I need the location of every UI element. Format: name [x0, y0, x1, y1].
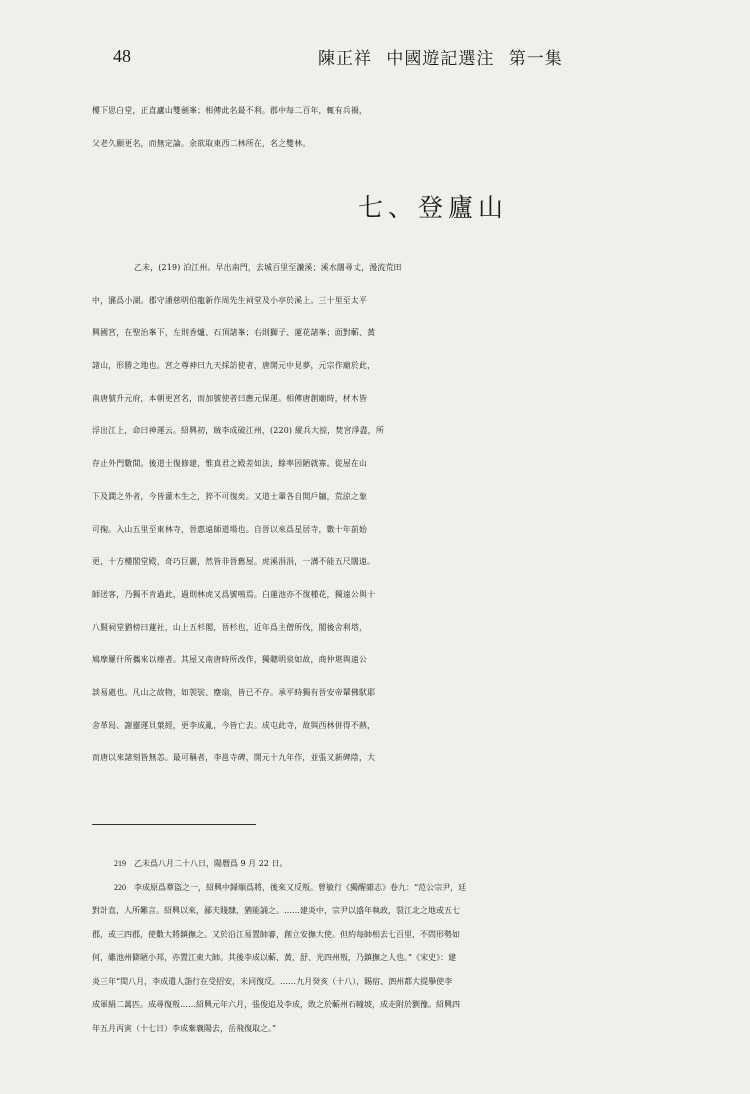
text-line: 樓下思白堂，正直廬山雙劍峯；相傳此名最不利。郡中每二百年，輒有兵禍， — [92, 106, 368, 115]
page-number: 48 — [113, 46, 131, 66]
footnote-line — [92, 876, 750, 900]
footnote-line: 何，雖池州僻陋小邦，亦置江東大帥。其後李成以蘄、黃、舒、光四州叛，乃鎮撫之人也。”《宋史》：建 — [92, 953, 457, 962]
text-line: 父老久願更名，而無定論。余欲取東西二林所在，名之雙林。 — [92, 138, 311, 148]
intro-paragraph — [92, 95, 750, 160]
footnote-separator — [92, 824, 256, 825]
text-line: 乙未，(219) 泊江州。早出南門，去城百里至濂溪；溪水闊尋丈，漫流荒田 — [134, 263, 402, 272]
page-header — [0, 44, 750, 68]
section-title: 七、登廬山 — [358, 193, 509, 222]
main-paragraph — [92, 252, 750, 775]
footnotes — [92, 852, 750, 1040]
footnote-number: 220 — [114, 882, 126, 892]
text-line: 師送客，乃獨不肯過此，過則林虎又爲號鳴焉。白蓮池亦不復種花，獨遠公與十 — [92, 589, 376, 599]
footnote-line: 對計直，人所難言。紹興以來，鄙夫賤隸，猶能誦之。……建炎中，宗尹以盛年執政，裂江北之地或五七 — [92, 906, 460, 915]
text-line: 諸山，形勝之地也。宮之尊神曰九天採訪使者，唐開元中見夢，元宗作廟於此， — [92, 361, 376, 371]
footnote-text: 乙未爲八月二十八日，陽曆爲 9 月 22 日。 — [134, 859, 288, 868]
text-line: 舍革舄、謝靈運貝葉經，更李成亂，今皆亡去。成屯此寺，故與西林併得不爇， — [92, 720, 376, 730]
text-line: 浮出江上，命曰神運云。紹興初，賊李成破江州，(220) 縱兵大掠，焚宮淨盡，所 — [92, 426, 384, 436]
running-head: 陳正祥 中國遊記選注 第一集 — [318, 49, 563, 69]
footnote-number: 219 — [114, 859, 126, 868]
text-line: 談易處也。凡山之故物，如袈裟、麈扇，皆已不存。承平時獨有晉安帝輦佛䭾耶 — [92, 687, 376, 697]
text-line: 鳩摩羅什所攜來以瘞者。其屋又南唐時所改作，獨聰明泉如故，商仲堪與遠公 — [92, 655, 368, 665]
text-line: 下及澗之外者，今皆灌木生之，猝不可復矣。又道士輩各自開戶牖，荒涼之象 — [92, 491, 368, 501]
text-line: 八賢祠堂猶榜曰蓮社，山上五杉閣，晉杉也，近年爲主僧所伐，閣後舍利塔， — [92, 622, 368, 632]
footnote — [92, 876, 750, 1041]
text-line: 興國宮，在聖治峯下，左則香爐、石頂諸峯；右則獅子、蓮花諸峯；面對蘄、黃 — [92, 328, 376, 338]
text-line: 更，十方樓閣堂殿，奇巧巨麗，然皆非晉舊屋。虎溪涓涓，一溝不能五尺闊遠。 — [92, 557, 376, 567]
footnote — [92, 852, 750, 876]
footnote-line: 郡，或三四郡，使數大將鎮撫之。又於沿江易置帥審，創立安撫大使。但約每帥相去七百里，不問形勢如 — [92, 929, 460, 939]
text-line: 可掬。入山五里至東林寺，晉惠遠師道場也。自晉以來爲星居寺，數十年前始 — [92, 524, 368, 534]
text-line: 中，瀦爲小湖。郡守潘慈明伯龍新作周先生祠堂及小亭於溪上。三十里至太平 — [92, 295, 368, 305]
footnote-line — [92, 852, 750, 876]
text-line: 存止外門數間。後道士復修建，惟真君之殿差如法，餘率因陋就寡。從屋在山 — [92, 459, 368, 469]
footnote-text: 李成原爲羣盜之一，紹興中歸順爲將，後來又反叛。曾敏行《獨醒雜志》卷九：“范公宗尹，廷 — [134, 882, 467, 892]
footnote-line: 年五月丙寅（十七日）李成棄襄陽去，岳飛復取之。” — [92, 1023, 277, 1033]
footnote-line: 成軍絹二萬匹。成尋復叛……紹興元年六月，張俊追及李成，敗之於蘄州石幢坡，成走附於劉豫。紹興四 — [92, 1000, 460, 1009]
text-line: 而唐以來諸刻皆無恙。最可稱者，李邕寺碑，開元十九年作，並張又新碑陰，大 — [92, 753, 376, 763]
footnote-line: 炎三年“閏八月，李成遣人詣行在受招安，未同復反。……九月癸亥（十八），賜宿、泗州都大提擧使李 — [92, 976, 453, 986]
text-line: 南唐號升元府，本朝更宮名，而加號使者曰應元保運。相傳唐創廟時，材木皆 — [92, 393, 368, 403]
